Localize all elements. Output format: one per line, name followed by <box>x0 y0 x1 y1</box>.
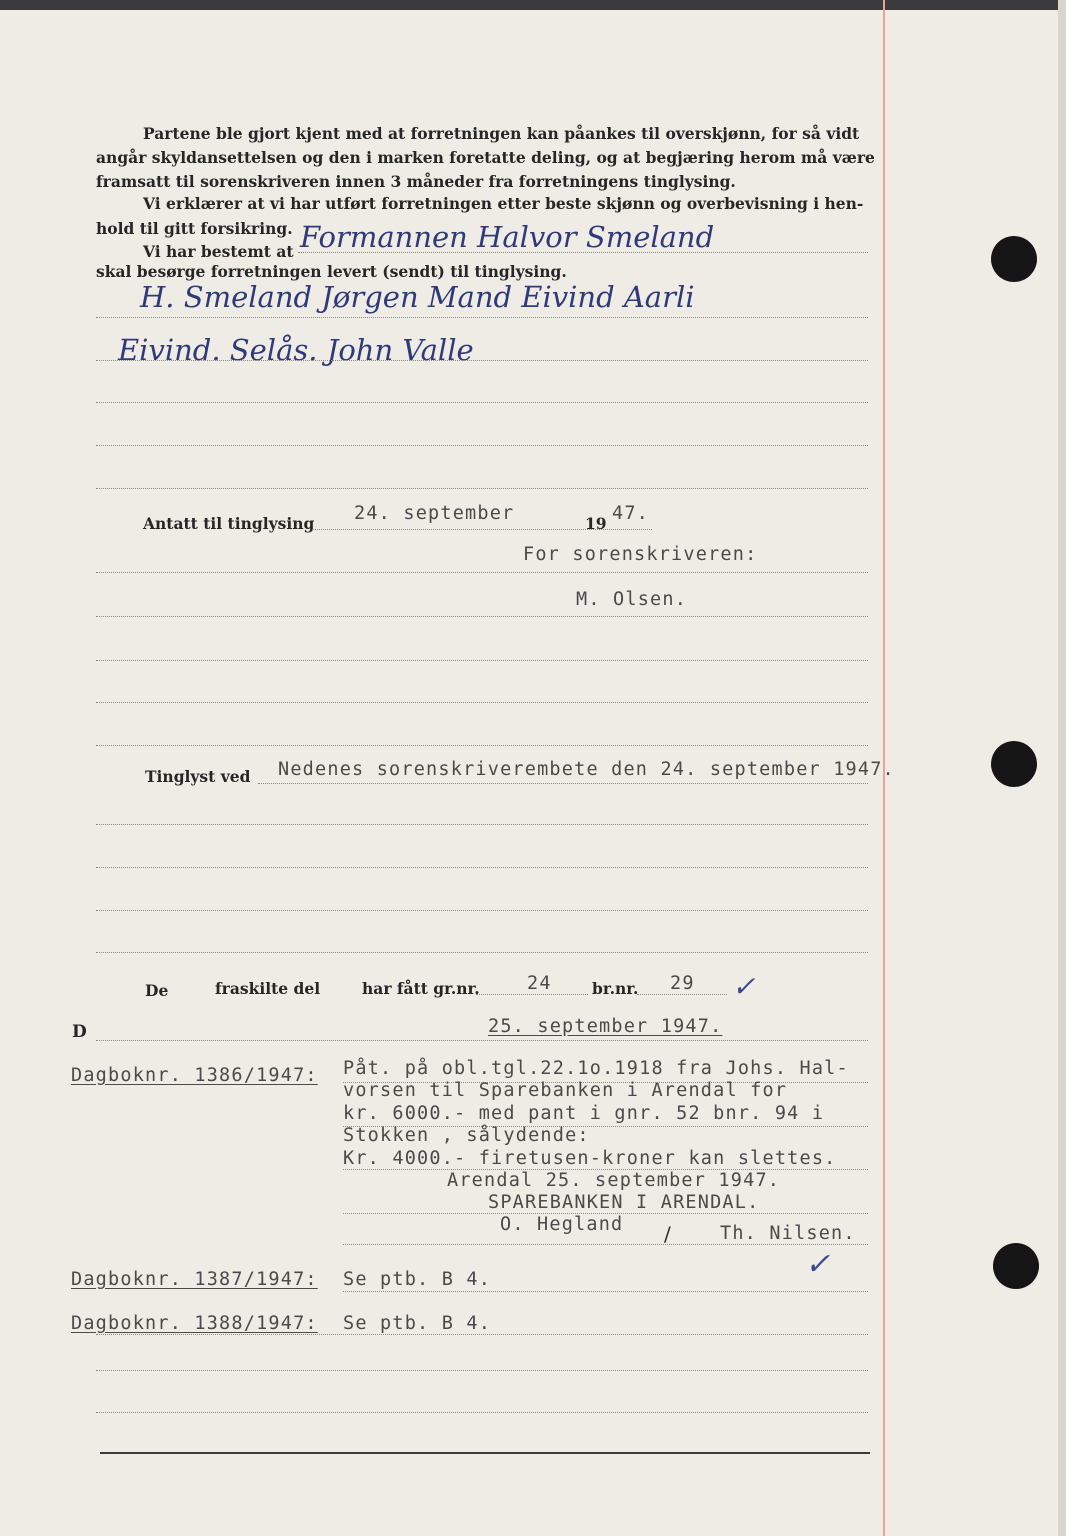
acceptance-signer: M. Olsen. <box>576 589 688 610</box>
entry-1388-ref: Dagboknr. 1388/1947: <box>71 1313 318 1334</box>
blank-rule-2 <box>96 445 868 446</box>
entry-1386-check-mark: ✓ <box>805 1247 831 1282</box>
entry-1386-rule-5 <box>343 1244 868 1245</box>
acceptance-rule-2 <box>96 616 868 617</box>
entry-1387-text: Se ptb. B 4. <box>343 1269 492 1290</box>
entry-1386-line-7: SPAREBANKEN I ARENDAL. <box>488 1192 760 1213</box>
entry-1386-line-6: Arendal 25. september 1947. <box>447 1170 781 1191</box>
registration-rule-1 <box>96 824 868 825</box>
parcel-label-har-fatt: har fått gr.nr. <box>362 979 480 998</box>
paragraph-1-line-2: angår skyldansettelsen og den i marken foretatte deling, og at begjæring herom må være <box>96 148 875 167</box>
parcel-gnr-line <box>476 994 588 995</box>
designation-label-continued: skal besørge forretningen levert (sendt) til tinglysing. <box>96 262 567 281</box>
entry-header-date: 25. september 1947. <box>488 1016 723 1037</box>
binder-hole-middle <box>991 741 1037 787</box>
acceptance-rule-3 <box>96 660 868 661</box>
parcel-label-bnr: br.nr. <box>592 979 639 998</box>
bottom-rule-2 <box>96 1370 868 1371</box>
paragraph-2-line-1: Vi erklærer at vi har utført forretningen etter beste skjønn og overbevisning i hen- <box>143 194 864 213</box>
registration-rule-4 <box>96 952 868 953</box>
entry-header-line <box>96 1040 868 1041</box>
handwritten-formann: Formannen Halvor Smeland <box>300 220 715 254</box>
designation-label: Vi har bestemt at <box>143 242 294 261</box>
paragraph-1-line-1: Partene ble gjort kjent med at forretningen kan påankes til overskjønn, for så vidt <box>143 124 860 143</box>
entry-letter: D <box>72 1022 87 1042</box>
entry-1386-line-3: kr. 6000.- med pant i gnr. 52 bnr. 94 i <box>343 1103 825 1124</box>
paragraph-1-line-3: framsatt til sorenskriveren innen 3 måneder fra forretningens tinglysing. <box>96 172 736 191</box>
entry-1386-line-5: Kr. 4000.- firetusen-kroner kan slettes. <box>343 1148 837 1169</box>
registration-rule-3 <box>96 910 868 911</box>
entry-1386-ref: Dagboknr. 1386/1947: <box>71 1065 318 1086</box>
entry-1388-text: Se ptb. B 4. <box>343 1313 492 1334</box>
acceptance-for-line: For sorenskriveren: <box>523 544 758 565</box>
binder-hole-bottom <box>993 1243 1039 1289</box>
signatures-line-2: Eivind. Selås. John Valle <box>118 333 474 367</box>
signature-rule-2 <box>96 360 868 361</box>
parcel-gnr: 24 <box>527 973 552 994</box>
registration-rule-2 <box>96 867 868 868</box>
acceptance-year-prefix: 19 <box>585 514 607 533</box>
binder-hole-top <box>991 236 1037 282</box>
parcel-check-mark: ✓ <box>732 970 756 1003</box>
acceptance-rule-1 <box>96 572 868 573</box>
entry-1387-ref: Dagboknr. 1387/1947: <box>71 1269 318 1290</box>
closing-rule <box>100 1452 870 1454</box>
entry-1386-line-8: O. Hegland <box>500 1214 624 1235</box>
blank-rule-3 <box>96 488 868 489</box>
entry-1386-line-9: Th. Nilsen. <box>720 1223 856 1244</box>
parcel-bnr-line <box>637 994 727 995</box>
scan-right-edge <box>1058 0 1066 1536</box>
parcel-label-fraskilte: fraskilte del <box>215 979 321 998</box>
registration-line <box>258 783 868 784</box>
entry-1386-slash: / <box>664 1222 671 1246</box>
blank-rule-1 <box>96 402 868 403</box>
acceptance-year-suffix: 47. <box>612 503 650 524</box>
acceptance-rule-5 <box>96 745 868 746</box>
entry-1386-line-4: Stokken , sålydende: <box>343 1125 590 1146</box>
registration-label: Tinglyst ved <box>145 767 251 786</box>
scan-top-edge <box>0 0 1066 10</box>
parcel-label-de: De <box>145 981 169 1000</box>
entry-1387-rule <box>343 1291 868 1292</box>
entry-1386-line-2: vorsen til Sparebanken i Arendal for <box>343 1080 788 1101</box>
acceptance-date: 24. september <box>354 503 515 524</box>
acceptance-label: Antatt til tinglysing <box>143 514 315 533</box>
signature-rule-1 <box>96 317 868 318</box>
acceptance-rule-4 <box>96 702 868 703</box>
bottom-rule-1 <box>96 1334 868 1335</box>
signatures-line-1: H. Smeland Jørgen Mand Eivind Aarli <box>140 280 695 314</box>
paragraph-2-line-2: hold til gitt forsikring. <box>96 219 293 238</box>
parcel-bnr: 29 <box>670 973 695 994</box>
entry-1386-line-1: Påt. på obl.tgl.22.1o.1918 fra Johs. Hal- <box>343 1058 849 1079</box>
registration-text: Nedenes sorenskriverembete den 24. september 1947. <box>278 759 895 780</box>
bottom-rule-3 <box>96 1412 868 1413</box>
designation-line <box>298 252 868 253</box>
